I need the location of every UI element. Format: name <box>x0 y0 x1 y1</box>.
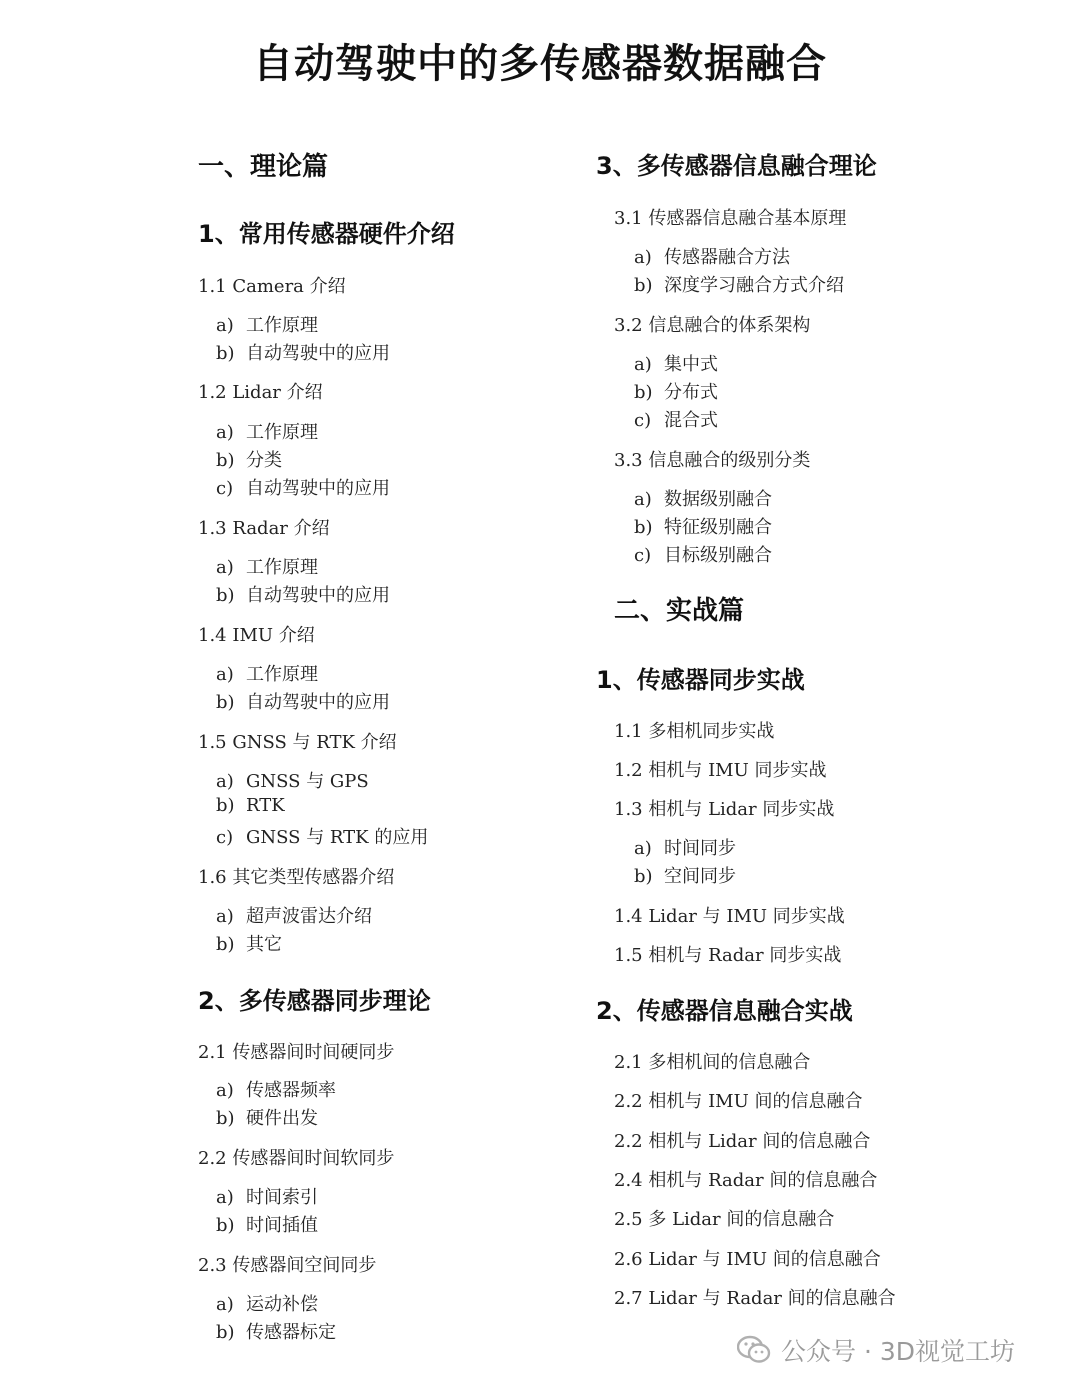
item-text: 工作原理 <box>246 557 318 578</box>
toc-subitem <box>634 378 718 404</box>
item-marker: a) <box>634 354 652 375</box>
item-marker: a) <box>216 906 234 927</box>
item-text: 自动驾驶中的应用 <box>246 692 390 713</box>
item-marker: a) <box>634 489 652 510</box>
item-marker: c) <box>634 410 652 431</box>
item-text: GNSS 与 RTK 的应用 <box>246 827 429 848</box>
chapter-heading: 1、常用传感器硬件介绍 <box>198 220 455 248</box>
item-marker: b) <box>216 450 235 471</box>
item-text: 传感器频率 <box>246 1080 336 1101</box>
item-text: 硬件出发 <box>246 1108 318 1129</box>
item-marker: a) <box>634 247 652 268</box>
item-text: 分布式 <box>664 382 718 403</box>
section-item: 3.3 信息融合的级别分类 <box>614 450 811 471</box>
item-marker: c) <box>216 827 234 848</box>
item-text: 自动驾驶中的应用 <box>246 343 390 364</box>
item-text: 混合式 <box>664 410 718 431</box>
item-marker: b) <box>216 585 235 606</box>
item-text: 空间同步 <box>664 866 736 887</box>
section-item: 3.2 信息融合的体系架构 <box>614 315 811 336</box>
section-item: 2.2 传感器间时间软同步 <box>198 1148 395 1169</box>
item-text: 集中式 <box>664 354 718 375</box>
section-item: 2.2 相机与 IMU 间的信息融合 <box>614 1091 863 1112</box>
section-item: 1.2 Lidar 介绍 <box>198 382 323 403</box>
toc-subitem <box>634 862 736 888</box>
wechat-icon <box>737 1335 771 1365</box>
item-text: 自动驾驶中的应用 <box>246 585 390 606</box>
section-item: 2.7 Lidar 与 Radar 间的信息融合 <box>614 1288 896 1309</box>
item-marker: b) <box>216 343 235 364</box>
section-item: 2.2 相机与 Lidar 间的信息融合 <box>614 1131 871 1152</box>
item-text: GNSS 与 GPS <box>246 771 369 792</box>
item-text: 自动驾驶中的应用 <box>246 478 390 499</box>
item-text: RTK <box>246 795 285 816</box>
part-heading: 一、理论篇 <box>198 152 329 182</box>
item-marker: b) <box>634 275 653 296</box>
item-text: 分类 <box>246 450 282 471</box>
item-text: 时间插值 <box>246 1215 318 1236</box>
section-item: 2.6 Lidar 与 IMU 间的信息融合 <box>614 1249 881 1270</box>
item-text: 时间同步 <box>664 838 736 859</box>
item-text: 特征级别融合 <box>664 517 772 538</box>
section-item: 2.1 传感器间时间硬同步 <box>198 1042 395 1063</box>
toc-subitem <box>634 350 718 376</box>
chapter-heading: 2、传感器信息融合实战 <box>596 997 853 1025</box>
section-item: 1.1 多相机同步实战 <box>614 721 775 742</box>
item-marker: a) <box>216 1080 234 1101</box>
document-title: 自动驾驶中的多传感器数据融合 <box>253 41 827 87</box>
item-marker: a) <box>216 422 234 443</box>
section-item: 1.2 相机与 IMU 同步实战 <box>614 760 827 781</box>
item-marker: a) <box>634 838 652 859</box>
item-marker: b) <box>216 934 235 955</box>
section-item: 1.3 Radar 介绍 <box>198 518 330 539</box>
item-marker: b) <box>634 382 653 403</box>
item-marker: a) <box>216 557 234 578</box>
toc-subitem <box>634 406 718 432</box>
section-item: 1.3 相机与 Lidar 同步实战 <box>614 799 835 820</box>
item-text: 工作原理 <box>246 422 318 443</box>
item-marker: a) <box>216 771 234 792</box>
item-text: 工作原理 <box>246 315 318 336</box>
item-text: 目标级别融合 <box>664 545 772 566</box>
item-marker: b) <box>216 1215 235 1236</box>
section-item: 2.5 多 Lidar 间的信息融合 <box>614 1209 835 1230</box>
item-text: 传感器标定 <box>246 1322 336 1343</box>
section-item: 3.1 传感器信息融合基本原理 <box>614 208 847 229</box>
item-marker: a) <box>216 664 234 685</box>
item-marker: c) <box>216 478 234 499</box>
section-item: 1.4 IMU 介绍 <box>198 625 315 646</box>
item-text: 工作原理 <box>246 664 318 685</box>
item-marker: b) <box>634 866 653 887</box>
toc-subitem <box>634 834 736 860</box>
section-item: 1.4 Lidar 与 IMU 同步实战 <box>614 906 845 927</box>
item-marker: a) <box>216 315 234 336</box>
section-item: 1.5 GNSS 与 RTK 介绍 <box>198 732 397 753</box>
chapter-heading: 1、传感器同步实战 <box>596 666 805 694</box>
section-item: 1.1 Camera 介绍 <box>198 276 346 297</box>
item-marker: b) <box>216 795 235 816</box>
item-marker: a) <box>216 1187 234 1208</box>
toc-subitem <box>634 271 844 297</box>
toc-subitem <box>634 485 772 511</box>
item-text: 传感器融合方法 <box>664 247 790 268</box>
section-item: 2.1 多相机间的信息融合 <box>614 1052 811 1073</box>
item-marker: a) <box>216 1294 234 1315</box>
section-item: 1.5 相机与 Radar 同步实战 <box>614 945 842 966</box>
item-text: 深度学习融合方式介绍 <box>664 275 844 296</box>
item-text: 其它 <box>246 934 282 955</box>
section-item: 2.3 传感器间空间同步 <box>198 1255 377 1276</box>
section-item: 2.4 相机与 Radar 间的信息融合 <box>614 1170 878 1191</box>
item-text: 运动补偿 <box>246 1294 318 1315</box>
chapter-heading: 2、多传感器同步理论 <box>198 987 431 1015</box>
part-heading: 二、实战篇 <box>614 596 745 626</box>
item-marker: b) <box>216 692 235 713</box>
toc-subitem <box>634 243 790 269</box>
item-marker: c) <box>634 545 652 566</box>
item-marker: b) <box>634 517 653 538</box>
toc-subitem <box>634 513 772 539</box>
item-marker: b) <box>216 1322 235 1343</box>
footer-text: 公众号 · 3D视觉工坊 <box>781 1337 1015 1366</box>
item-text: 超声波雷达介绍 <box>246 906 372 927</box>
item-marker: b) <box>216 1108 235 1129</box>
section-item: 1.6 其它类型传感器介绍 <box>198 867 395 888</box>
item-text: 数据级别融合 <box>664 489 772 510</box>
footer-watermark <box>737 1330 1015 1370</box>
toc-subitem <box>634 541 772 567</box>
chapter-heading: 3、多传感器信息融合理论 <box>596 152 877 180</box>
item-text: 时间索引 <box>246 1187 318 1208</box>
